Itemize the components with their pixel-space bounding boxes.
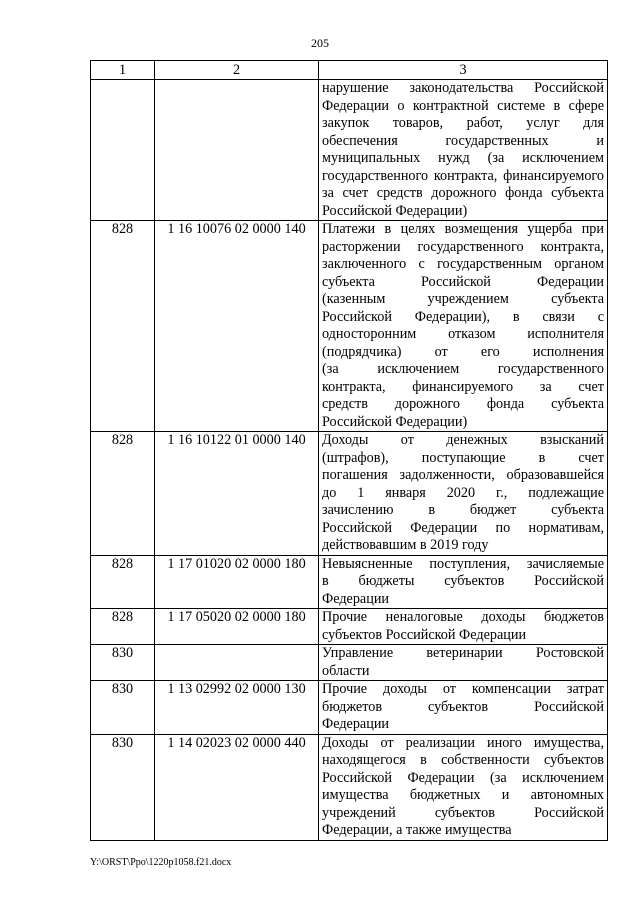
admin-code-cell: 830 <box>91 734 155 840</box>
table-row <box>91 609 608 645</box>
name-line: расторжении государственного контракта, <box>322 238 604 255</box>
revenue-name-cell <box>319 645 608 681</box>
revenue-classification-table <box>90 60 608 841</box>
name-line: зачислению в бюджет субъекта <box>322 502 604 518</box>
name-line: закупок товаров, работ, услуг для <box>322 115 604 131</box>
name-line: действовавшим в 2019 году <box>322 537 489 553</box>
revenue-code-cell: 1 16 10076 02 0000 140 <box>155 221 319 432</box>
name-line: Доходы от денежных взысканий <box>322 432 604 448</box>
name-line: Платежи в целях возмещения ущерба при <box>322 221 604 237</box>
name-line: субъекта Российской Федерации <box>322 273 604 290</box>
table-row <box>91 645 608 681</box>
name-line: находящегося в собственности субъектов <box>322 752 604 768</box>
revenue-code-cell: 1 17 05020 02 0000 180 <box>155 609 319 645</box>
name-line: Прочие доходы от компенсации затрат <box>322 681 604 697</box>
name-line: до 1 января 2020 г., подлежащие <box>322 484 604 501</box>
revenue-name-cell <box>319 80 608 221</box>
name-line: односторонним отказом исполнителя <box>322 326 604 342</box>
revenue-code-cell <box>155 80 319 221</box>
name-line: Прочие неналоговые доходы бюджетов <box>322 609 604 625</box>
name-line: за счет средств дорожного фонда субъекта <box>322 185 604 201</box>
header-col-1: 1 <box>91 61 155 80</box>
name-line: средств дорожного фонда субъекта <box>322 396 604 412</box>
name-line: Российской Федерации), в связи с <box>322 308 604 325</box>
revenue-name-cell <box>319 555 608 609</box>
name-line: (подрядчика) от его исполнения <box>322 343 604 360</box>
name-line: муниципальных нужд (за исключением <box>322 150 604 166</box>
revenue-code-cell: 1 13 02992 02 0000 130 <box>155 681 319 735</box>
name-line: области <box>322 662 370 679</box>
admin-code-cell: 828 <box>91 221 155 432</box>
name-line: Невыясненные поступления, зачисляемые <box>322 555 604 572</box>
table-row <box>91 681 608 735</box>
name-line: Федерации, а также имущества <box>322 822 512 838</box>
document-file-path: Y:\ORST\Ppo\1220p1058.f21.docx <box>90 857 232 868</box>
name-line: Российской Федерации (за исключением <box>322 769 604 786</box>
name-line: Российской Федерации по нормативам, <box>322 519 604 536</box>
table-row <box>91 221 608 432</box>
name-line: Федерации <box>322 590 390 607</box>
table-header-row <box>91 61 608 80</box>
name-line: имущества бюджетных и автономных <box>322 787 604 803</box>
revenue-code-cell: 1 16 10122 01 0000 140 <box>155 432 319 556</box>
revenue-name-cell <box>319 221 608 432</box>
page-number: 205 <box>311 36 329 50</box>
admin-code-cell: 828 <box>91 609 155 645</box>
name-line: Федерации о контрактной системе в сфере <box>322 97 604 114</box>
revenue-code-cell: 1 14 02023 02 0000 440 <box>155 734 319 840</box>
name-line: Российской Федерации) <box>322 202 468 219</box>
name-line: Доходы от реализации иного имущества, <box>322 734 604 751</box>
name-line: контракта, финансируемого за счет <box>322 378 604 395</box>
table-row <box>91 80 608 221</box>
name-line: погашения задолженности, образовавшейся <box>322 467 604 483</box>
name-line: государственного контракта, финансируемого <box>322 167 604 184</box>
admin-code-cell: 830 <box>91 681 155 735</box>
revenue-name-cell <box>319 681 608 735</box>
name-line: нарушение законодательства Российской <box>322 80 604 96</box>
revenue-name-cell <box>319 734 608 840</box>
name-line: бюджетов субъектов Российской <box>322 698 604 715</box>
revenue-name-cell <box>319 609 608 645</box>
admin-code-cell: 828 <box>91 432 155 556</box>
name-line: Управление ветеринарии Ростовской <box>322 645 604 661</box>
revenue-code-cell <box>155 645 319 681</box>
revenue-code-cell: 1 17 01020 02 0000 180 <box>155 555 319 609</box>
name-line: учреждений субъектов Российской <box>322 804 604 821</box>
table-row <box>91 432 608 556</box>
name-line: в бюджеты субъектов Российской <box>322 573 604 589</box>
header-col-2: 2 <box>155 61 319 80</box>
admin-code-cell: 830 <box>91 645 155 681</box>
name-line: обеспечения государственных и <box>322 132 604 149</box>
name-line: (штрафов), поступающие в счет <box>322 449 604 466</box>
table-body <box>91 80 608 841</box>
revenue-name-cell <box>319 432 608 556</box>
name-line: Федерации <box>322 716 390 732</box>
table-row <box>91 734 608 840</box>
name-line: заключенного с государственным органом <box>322 256 604 272</box>
name-line: субъектов Российской Федерации <box>322 626 527 643</box>
table-row <box>91 555 608 609</box>
admin-code-cell: 828 <box>91 555 155 609</box>
name-line: (казенным учреждением субъекта <box>322 291 604 307</box>
name-line: Российской Федерации) <box>322 413 468 430</box>
admin-code-cell <box>91 80 155 221</box>
name-line: (за исключением государственного <box>322 361 604 377</box>
header-col-3: 3 <box>319 61 608 80</box>
